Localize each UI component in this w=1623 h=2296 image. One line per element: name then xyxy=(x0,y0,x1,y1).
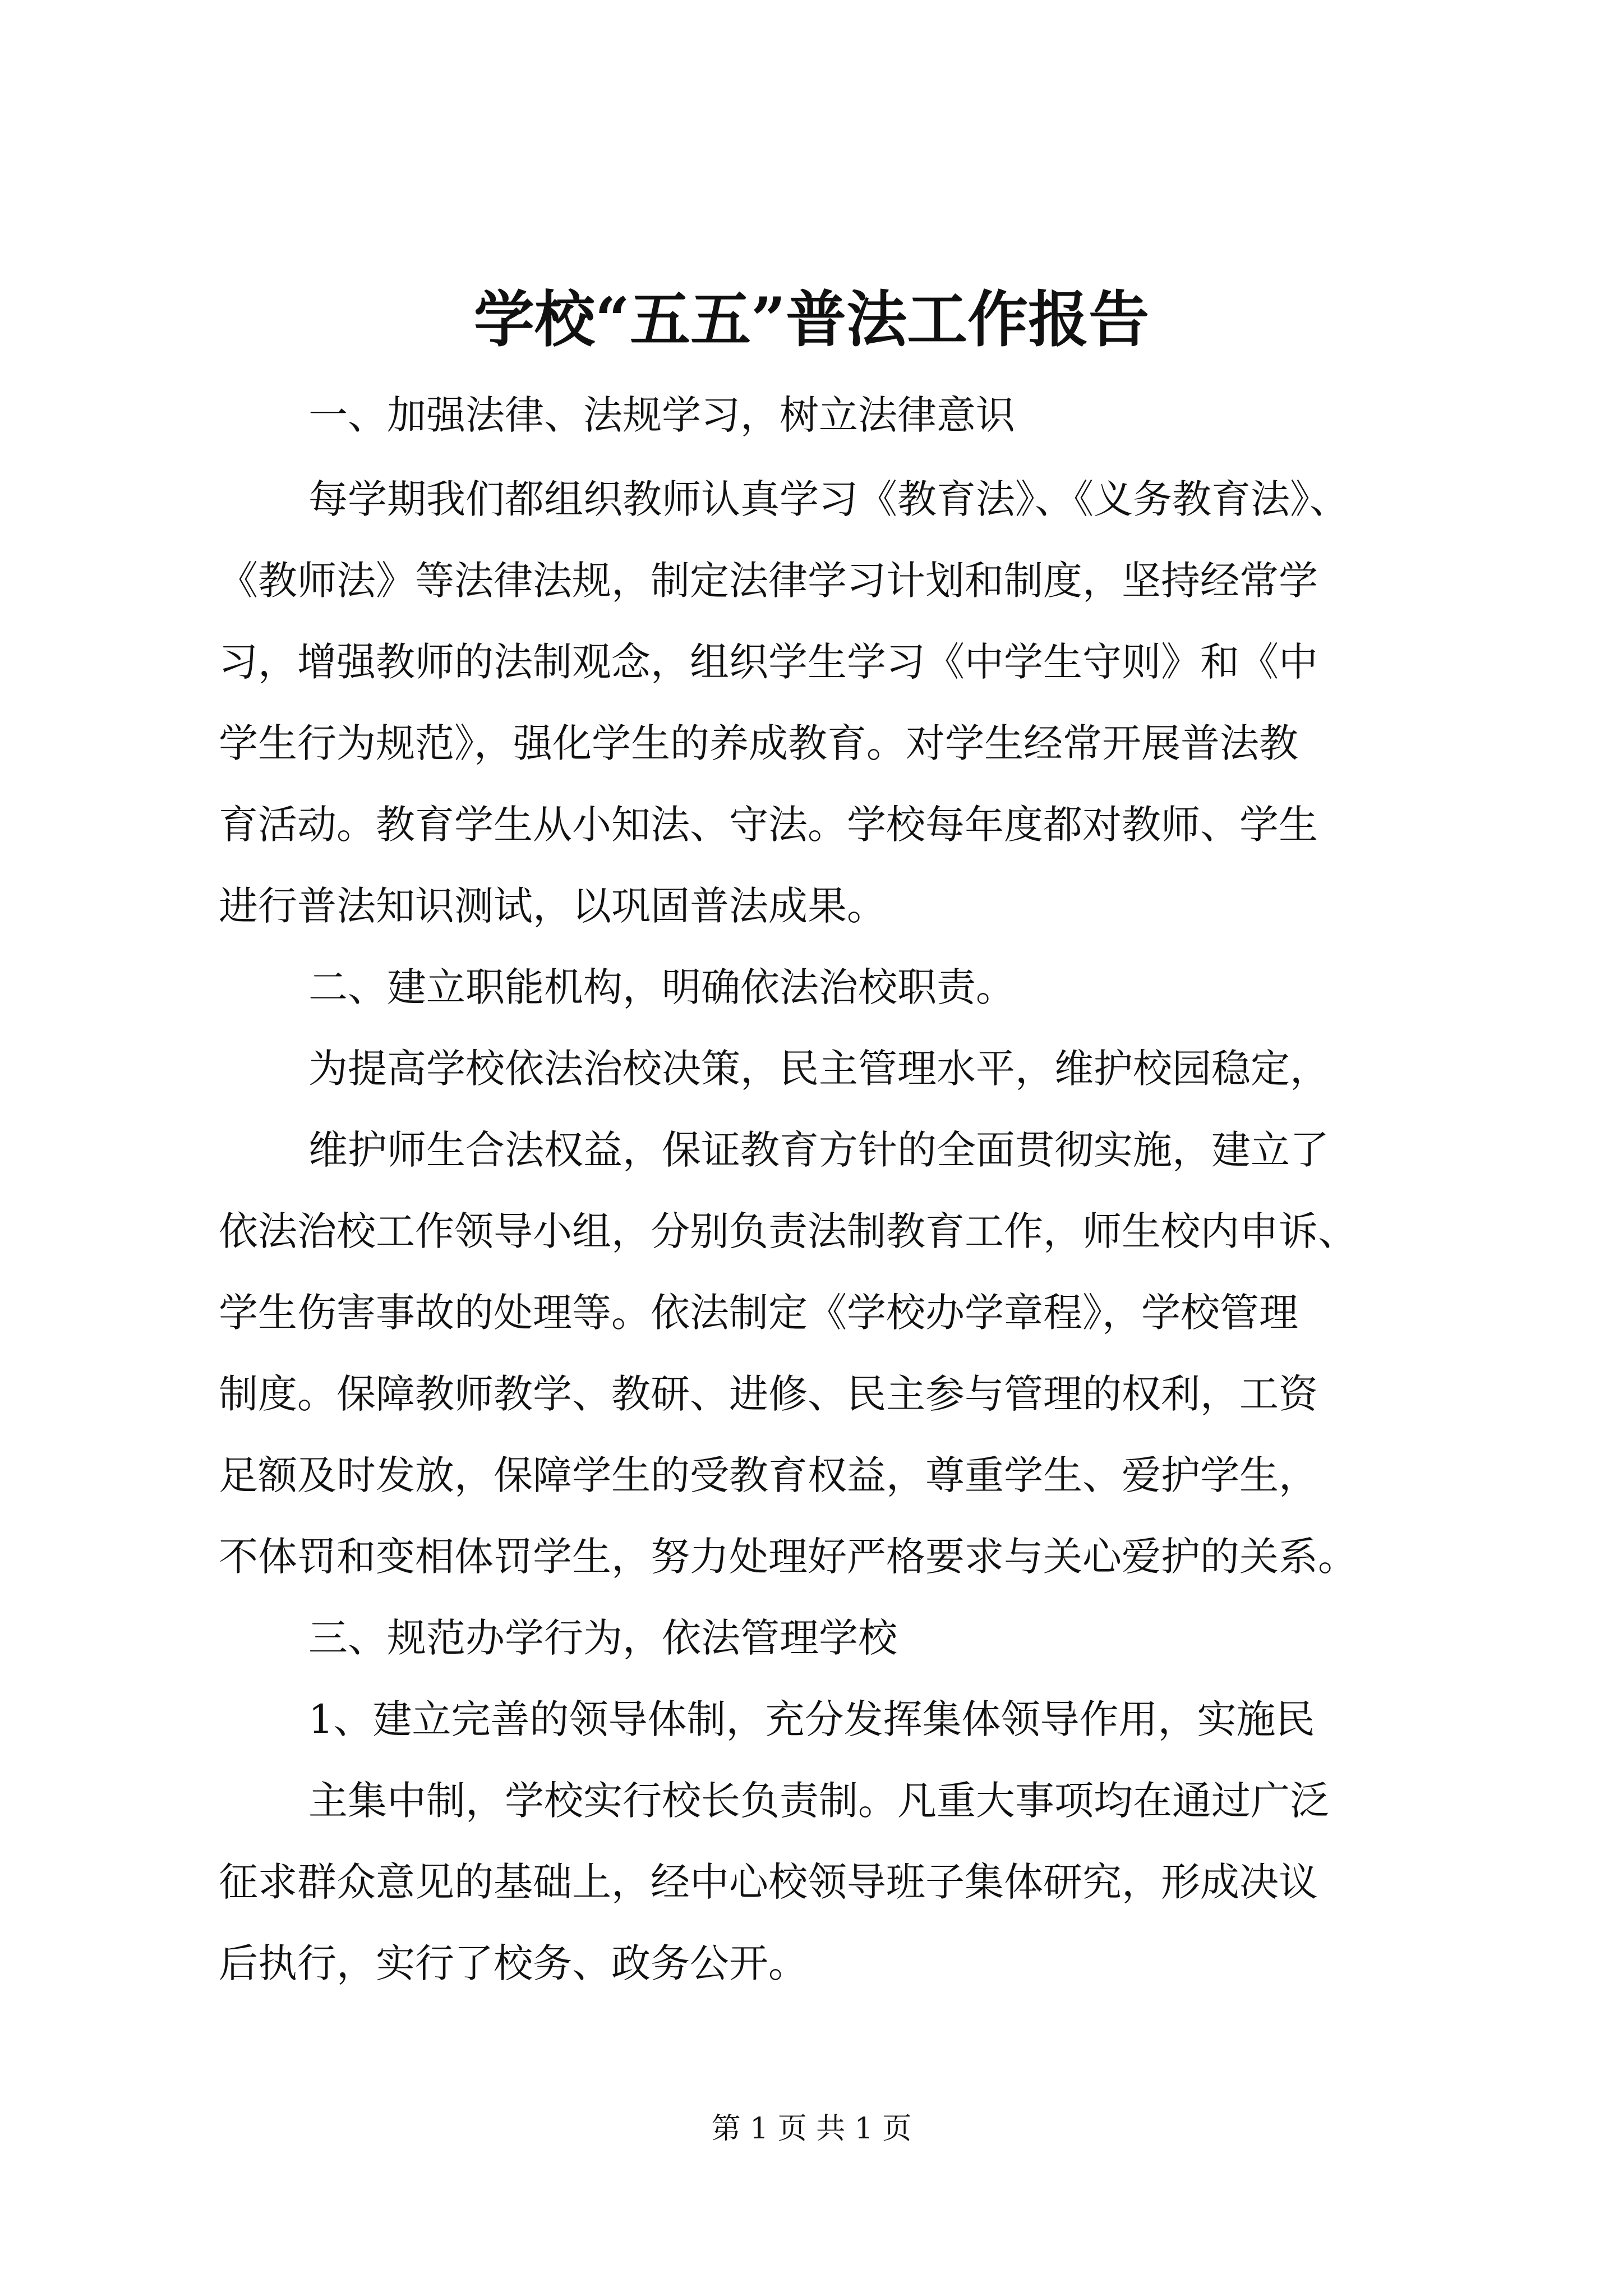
paragraph-line: 学生伤害事故的处理等。依法制定《学校办学章程》，学校管理 xyxy=(219,1290,1298,1336)
paragraph-line: 维护师生合法权益，保证教育方针的全面贯彻实施，建立了 xyxy=(308,1127,1329,1173)
section-heading-3: 三、规范办学行为，依法管理学校 xyxy=(308,1615,897,1661)
paragraph-line: 进行普法知识测试，以巩固普法成果。 xyxy=(219,883,886,929)
paragraph-line: 征求群众意见的基础上，经中心校领导班子集体研究，形成决议 xyxy=(219,1859,1318,1905)
section-heading-1: 一、加强法律、法规学习，树立法律意识 xyxy=(308,392,1015,438)
paragraph-line: 制度。保障教师教学、教研、进修、民主参与管理的权利，工资 xyxy=(219,1371,1318,1417)
paragraph-line: 后执行，实行了校务、政务公开。 xyxy=(219,1940,808,1986)
paragraph-line: 《教师法》等法律法规，制定法律学习计划和制度，坚持经常学 xyxy=(219,558,1318,604)
paragraph-line: 学生行为规范》，强化学生的养成教育。对学生经常开展普法教 xyxy=(219,720,1298,766)
paragraph-line: 足额及时发放，保障学生的受教育权益，尊重学生、爱护学生， xyxy=(219,1452,1318,1498)
paragraph-line: 习，增强教师的法制观念，组织学生学习《中学生守则》和《中 xyxy=(219,639,1318,685)
paragraph-line: 不体罚和变相体罚学生，努力处理好严格要求与关心爱护的关系。 xyxy=(219,1534,1357,1580)
page-footer: 第 1 页 共 1 页 xyxy=(711,2112,912,2146)
paragraph-line: 依法治校工作领导小组，分别负责法制教育工作，师生校内申诉、 xyxy=(219,1208,1357,1254)
paragraph-line: 主集中制，学校实行校长负责制。凡重大事项均在通过广泛 xyxy=(308,1778,1329,1824)
document-title: 学校“五五”普法工作报告 xyxy=(473,284,1150,355)
paragraph-line: 育活动。教育学生从小知法、守法。学校每年度都对教师、学生 xyxy=(219,802,1318,848)
paragraph-line: 1、建立完善的领导体制，充分发挥集体领导作用，实施民 xyxy=(308,1696,1315,1742)
paragraph-line: 为提高学校依法治校决策，民主管理水平，维护校园稳定， xyxy=(308,1046,1329,1092)
section-heading-2: 二、建立职能机构，明确依法治校职责。 xyxy=(308,964,1015,1010)
paragraph-line: 每学期我们都组织教师认真学习《教育法》、《义务教育法》、 xyxy=(308,476,1349,522)
